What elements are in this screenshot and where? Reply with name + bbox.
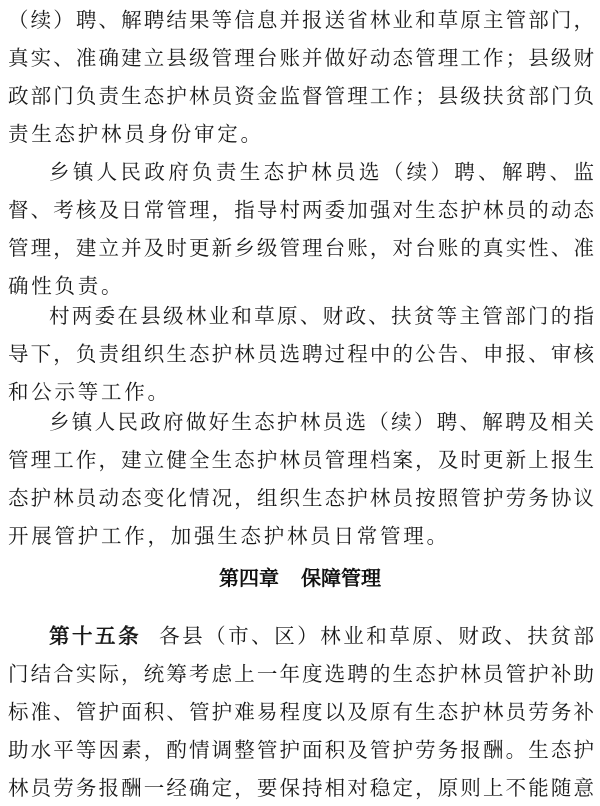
article-first-line	[49, 618, 594, 654]
paragraph-2-line-3: 管理，建立并及时更新乡级管理台账，对台账的真实性、准	[8, 236, 594, 260]
paragraph-4-line-2: 管理工作，建立健全生态护林员管理档案，及时更新上报生	[8, 448, 594, 472]
article-line-5: 林员劳务报酬一经确定，要保持相对稳定，原则上不能随意	[8, 776, 594, 800]
paragraph-2-line-4: 确性负责。	[8, 274, 125, 298]
article-line-3: 标准、管护面积、管护难易程度以及原有生态护林员劳务补	[8, 700, 594, 724]
article-first-line-text: 各县（市、区）林业和草原、财政、扶贫部	[159, 624, 594, 648]
paragraph-4-line-1: 乡镇人民政府做好生态护林员选（续）聘、解聘及相关	[49, 410, 594, 434]
chapter-heading	[0, 558, 600, 598]
paragraph-4-line-3: 态护林员动态变化情况，组织生态护林员按照管护劳务协议	[8, 486, 594, 510]
paragraph-1-line-4: 责生态护林员身份审定。	[8, 122, 264, 146]
paragraph-1-line-3: 政部门负责生态护林员资金监督管理工作；县级扶贫部门负	[8, 84, 594, 108]
paragraph-3-line-2: 导下，负责组织生态护林员选聘过程中的公告、申报、审核	[8, 342, 594, 366]
article-label: 第十五条	[49, 624, 142, 648]
paragraph-1-line-1: （续）聘、解聘结果等信息并报送省林业和草原主管部门，	[8, 8, 594, 32]
paragraph-3-line-1: 村两委在县级林业和草原、财政、扶贫等主管部门的指	[49, 304, 594, 328]
article-line-2: 门结合实际，统筹考虑上一年度选聘的生态护林员管护补助	[8, 662, 594, 686]
chapter-number: 第四章	[219, 566, 279, 590]
paragraph-3-line-3: 和公示等工作。	[8, 380, 171, 404]
chapter-title: 保障管理	[301, 566, 381, 590]
paragraph-4-line-4: 开展管护工作，加强生态护林员日常管理。	[8, 524, 450, 548]
paragraph-2-line-2: 督、考核及日常管理，指导村两委加强对生态护林员的动态	[8, 198, 594, 222]
article-line-4: 助水平等因素，酌情调整管护面积及管护劳务报酬。生态护	[8, 738, 594, 762]
paragraph-2-line-1: 乡镇人民政府负责生态护林员选（续）聘、解聘、监	[49, 160, 594, 184]
paragraph-1-line-2: 真实、准确建立县级管理台账并做好动态管理工作；县级财	[8, 46, 594, 70]
